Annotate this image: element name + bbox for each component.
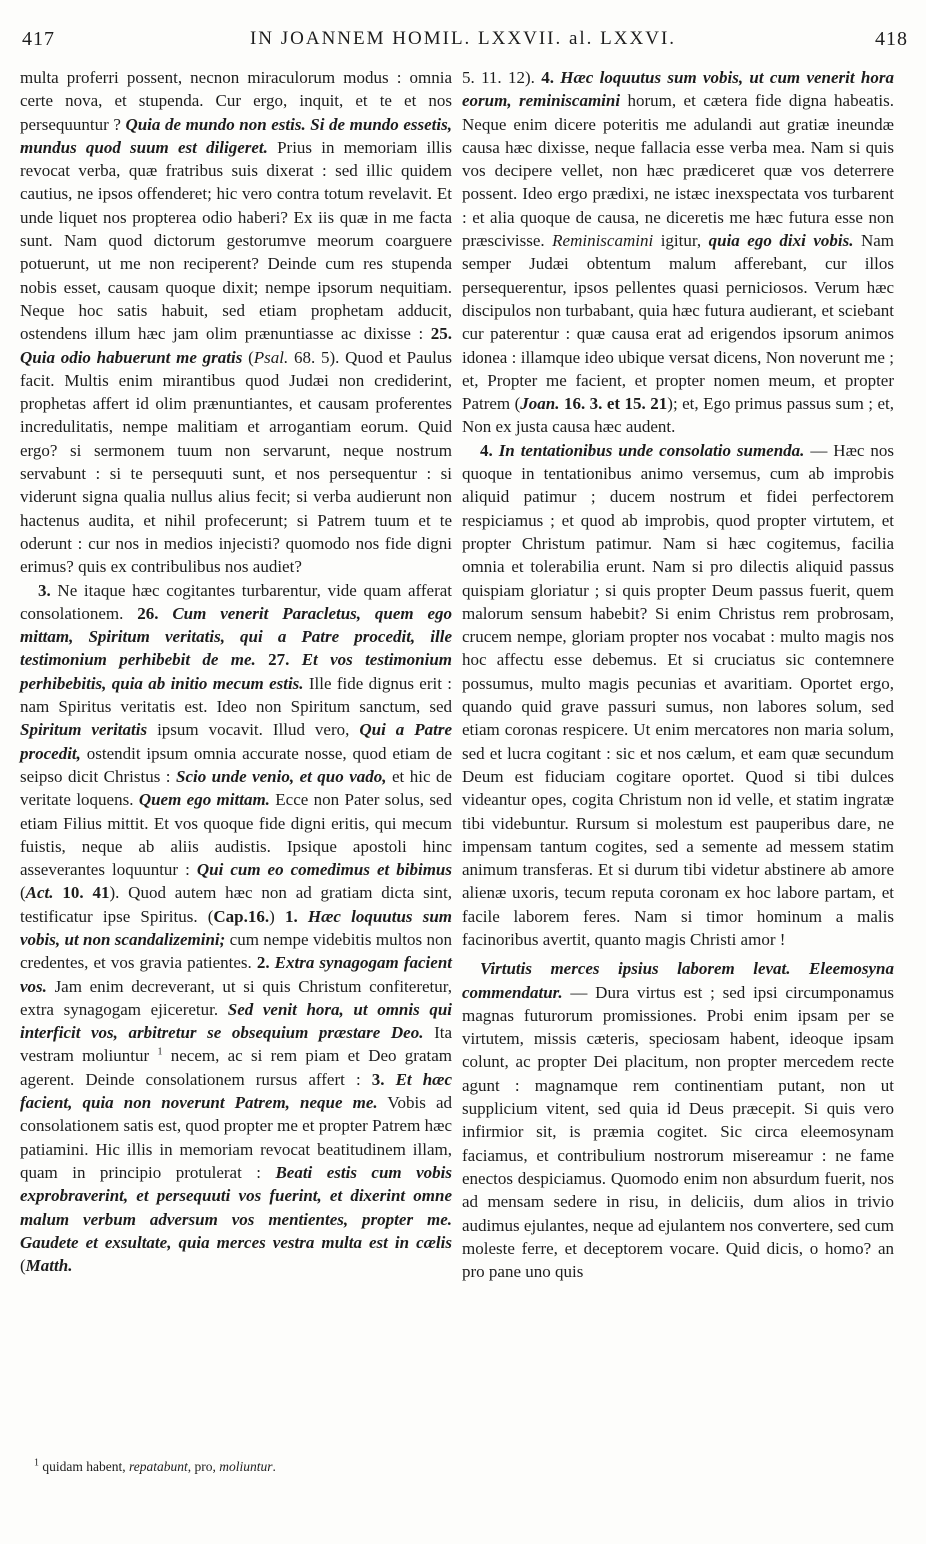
text-run: et hic de veritate loquens. xyxy=(20,766,453,810)
text-run xyxy=(256,650,268,669)
text-run: 68. 5). Quod et Paulus facit. Multis enim mirantibus quod Judæi non crediderint, prophetas affert id olim prænuntiantes, et causam proferentes incredulitatis, nempe malitiam et arrogantiam eorum. Quid ergo? si sermonem tuum non servarunt, neque nostrum servabunt : si te persequuti sunt, et nos persequentur : si viderunt signa qualia nullus alius fecit; si verba audierunt non hactenus audita, et nihil profecerunt; si Patrem tuum et te oderunt : cur nos in medios injecisti? quomodo nos fide digni erimus? quis ex contribulibus nos audiet? xyxy=(20,347,453,577)
text-run: Et hæc facient, quia non noverunt Patrem, neque me. xyxy=(20,1069,452,1113)
text-run: horum, et cætera fide digna habeatis. Neque enim dicere poteritis me adulandi aut gratiæ ineundæ causa hæc dixisse, neque fallacia esse verba mea. Nam si quis vos decipere vellet, non hæc prædiceret quæ vos deterrere possent. Ideo ergo prædixi, ne istæc inexspectata vos turbarent : et alia quoque de causa, ne diceretis me hæc futura esse non præscivisse. xyxy=(462,91,894,251)
text-run: Ille fide dignus erit : nam Spiritus veritatis est. Ideo non Spiritum sanctum, sed xyxy=(20,673,452,717)
text-run: Beati estis cum vobis exprobraverint, et persequuti vos fuerint, et dixerint omne malum verbum adversum vos mentientes, propter me. Gaudete et exsultate, quia merces vestra multa est in cælis xyxy=(20,1162,452,1252)
text-run: quidam habent, xyxy=(39,1459,129,1474)
text-run: ( xyxy=(20,883,26,903)
text-run: Ne itaque hæc cogitantes turbarentur, vide quam afferat consolationem. xyxy=(20,580,452,623)
text-run: Et vos testimonium perhibebitis, quia ab initio mecum estis. xyxy=(20,650,452,693)
page-number-right: 418 xyxy=(875,28,908,50)
text-run: Scio unde venio, et quo vado, xyxy=(175,766,387,786)
text-run: ). Quod autem hæc non ad gratiam dicta sint, testificatur ipse Spiritus. ( xyxy=(20,883,452,926)
text-run: , pro, xyxy=(187,1459,220,1474)
left-column xyxy=(20,66,452,1277)
text-run: igitur, xyxy=(653,231,709,251)
text-run xyxy=(289,650,301,669)
text-run: multa proferri possent, necnon miraculorum modus : omnia certe nova, et stupenda. Cur ergo, inquit, et te et nos persequuntur ? xyxy=(20,68,452,134)
text-run: Prius in memoriam illis revocat verba, quæ fratribus suis dixerat : sed illic quidem cautius, ne ipsos offenderet; hic vero contra totum revelavit. Et unde liquet nos propterea odio haberi? Ex iis quæ in me facta sunt. Nam quod dictorum gestorumve meorum coarguere potuerunt, ut me non reciperent? Deinde cum res stupenda nobis esset, causam quoque dixit; nempe ipsorum nequitiam. Neque hoc satis habuit, sed etiam prophetam adducit, ostendens illum hæc jam olim prænuntiasse ac dixisse : xyxy=(20,137,452,344)
text-run: 4. xyxy=(541,68,554,87)
text-run: Psal. xyxy=(253,347,289,367)
text-run: 5. 11. 12). xyxy=(462,68,542,87)
text-run xyxy=(159,604,173,623)
text-run: Nam semper Judæi obtentum malum afferebant, cur illos persequerentur, ipsos pellentes quasi perniciosos. Verum hæc discipulos non turbabant, quia hæc futura audierant, et sciebant cur paterentur : quæ causa erat ad erigendos ipsorum animos idonea : illamque ideo ubique versat dicens, Non noverunt me ; et, Propter me facient, et propter nomen meum, et propter Patrem ( xyxy=(462,231,895,414)
text-run: moliuntur xyxy=(219,1459,273,1474)
text-run: 16. 3. et 15. 21 xyxy=(563,394,668,414)
text-run: Reminiscamini xyxy=(552,231,654,251)
text-run: Quia de mundo non estis. Si de mundo essetis, mundus quod suum est diligeret. xyxy=(20,114,452,157)
text-run: Ita vestram moliuntur xyxy=(20,1023,452,1066)
text-run: 10. 41 xyxy=(62,883,110,903)
text-run: 4. xyxy=(480,440,493,460)
text-run xyxy=(385,1070,396,1089)
text-run xyxy=(298,907,308,926)
text-run: ( xyxy=(242,347,254,367)
text-run: Jam enim decreverant, ut si quis Christum confiteretur, extra synagogam ejiceretur. xyxy=(20,976,452,1019)
right-column xyxy=(462,66,894,1283)
page-header xyxy=(0,28,926,58)
text-run: 2. xyxy=(256,953,270,973)
text-run: In tentationibus unde consolatio sumenda. xyxy=(498,440,805,460)
text-run: Vobis ad consolationem satis est, quod propter me et propter Patrem hæc patiamini. Hic illis in memoriam revocat beatitudinem illam, quam in principio protulerat : xyxy=(20,1093,452,1182)
text-run: repatabunt xyxy=(128,1459,188,1474)
text-run: Sed venit hora, ut omnis qui interficit vos, arbitretur se obsequium præstare Deo. xyxy=(20,999,453,1043)
text-run: necem, ac si rem piam et Deo gratam agerent. Deinde consolationem rursus affert : xyxy=(20,1046,453,1089)
footnote-marker: 1 xyxy=(157,1046,163,1058)
text-run: Cap.16. xyxy=(213,906,270,926)
text-run: Cum venerit Paracletus, quem ego mittam, Spiritum veritatis, qui a Patre procedit, ille testimonium perhibebit de me. xyxy=(20,603,453,670)
left-paragraph-2 xyxy=(20,579,452,1278)
text-run: 1. xyxy=(284,906,298,926)
text-run: quia ego dixi vobis. xyxy=(708,231,854,251)
text-run: — Dura virtus est ; sed ipsi circumponamus magnas futurorum promissiones. Probi enim ipsam per se virtutem, missis cæteris, speciosam habent, ideoque ipsam colunt, ac propter Dei placitum, non propter mercedem recte agunt : magnamque rem continentiam putant, non ut supplicium vitent, sed quia id Deus præcepit. Si quis vero infirmior sit, is præmia cogitet. Sic circa eleemosynam faciamus, et contribulium nostrorum misereamur : ne fame enectos despiciamus. Quomodo enim non absurdum fuerit, nos ad mensam sedere in risu, in deliciis, dum alios in trivio audimus ejulantes, neque ad ejulantem nos convertere, sed cum moleste ferre, et deceptorem vocare. Quid dicis, o homo? an pro pane uno quis xyxy=(462,982,894,1282)
text-run: cum nempe videbitis multos non credentes, et vos gravia patientes. xyxy=(20,929,452,973)
footnote-marker: 1 xyxy=(34,1457,39,1469)
text-run: ostendit ipsum omnia accurate nosse, quod etiam de seipso dicit Christus : xyxy=(20,743,452,786)
text-run: ); et, Ego primus passus sum ; et, Non ex justa causa hæc audent. xyxy=(462,394,894,437)
text-run: Qui cum eo comedimus et bibimus xyxy=(196,860,452,880)
text-run: . xyxy=(272,1459,276,1474)
text-run: Hæc loquutus sum vobis, ut cum venerit hora eorum, reminiscamini xyxy=(462,68,894,111)
text-run: 27. xyxy=(268,650,290,670)
footnote xyxy=(34,1458,454,1476)
text-run: Virtutis merces ipsius laborem levat. Eleemosyna commendatur. xyxy=(462,959,894,1002)
text-run: Hæc loquutus sum vobis, ut non scandalizemini; xyxy=(20,906,453,949)
text-run: Extra synagogam facient vos. xyxy=(20,953,452,996)
text-run: Matth. xyxy=(25,1256,73,1276)
text-run: Spiritum veritatis xyxy=(20,720,148,740)
text-run: Qui a Patre procedit, xyxy=(20,720,452,763)
running-head: IN JOANNEM HOMIL. LXXVII. al. LXXVI. xyxy=(249,28,677,49)
text-run: ipsum vocavit. Illud vero, xyxy=(147,720,360,740)
right-paragraph-2 xyxy=(462,439,894,952)
right-paragraph-1 xyxy=(462,66,894,439)
left-paragraph-1 xyxy=(20,66,452,579)
text-run: Quia odio habuerunt me gratis xyxy=(20,347,243,367)
right-paragraph-3 xyxy=(462,957,894,1283)
text-run: 3. xyxy=(371,1069,385,1089)
text-run: ( xyxy=(20,1256,26,1276)
text-run: ) xyxy=(269,906,285,926)
text-run: 26. xyxy=(137,603,159,623)
text-run: Ecce non Pater solus, sed etiam Filius mittit. Et vos quoque fide digni eritis, qui mecum fuistis, neque ab aliis audistis. Ipsique apostoli hinc asseverantes loquuntur : xyxy=(20,790,452,880)
text-run: 25. xyxy=(430,324,452,344)
text-run: Quem ego mittam. xyxy=(138,790,270,810)
text-run: — Hæc nos quoque in tentationibus animo versemus, cum ab improbis aliquid patimur ; ducem nostrum et fidei perfectorem respiciamus ; et quod ab improbis, quod propter virtutem, et propter Christum patimur. Nam si hæc cogitemus, facilia omnia et tolerabilia erunt. Nam si pro dilectis aliquid passus quispiam gloriatur ; si quis propter Deum passus fuerit, quem malorum sensum habebit? Si enim Christus rem probrosam, crucem nempe, gloriam propter nos vocabat : multo magis nos hoc affectu esse debemus. Et si cruciatus sic contemnere possumus, multo magis pecunias et avaritiam. Oportet ergo, quando quid grave passuri sumus, non labores solum, sed etiam coronas respicere. Ut enim mercatores non maria solum, sed et lucra cogitant : sic et nos cælum, et eam quæ secundum Deum est fiduciam cogitare oportet. Quod si tibi dulces videantur opes, cogita Christum non id velle, et statim ingratæ tibi videbuntur. Rursum si molestum est pauperibus dare, ne impensam tantum cogites, sed a semente ad messem statim animum transferas. Et si durum tibi videtur abstinere ab amore alienæ uxoris, tecum reputa coronam ex hoc labore partam, et facile laborem feres. Nam si timor hominum a malis facinoribus avertit, quanto magis Christi amor ! xyxy=(462,440,894,949)
text-run: Act. xyxy=(25,883,54,903)
page-number-left: 417 xyxy=(22,28,55,50)
text-run: 3. xyxy=(38,580,51,600)
text-run: Joan. xyxy=(520,394,560,414)
